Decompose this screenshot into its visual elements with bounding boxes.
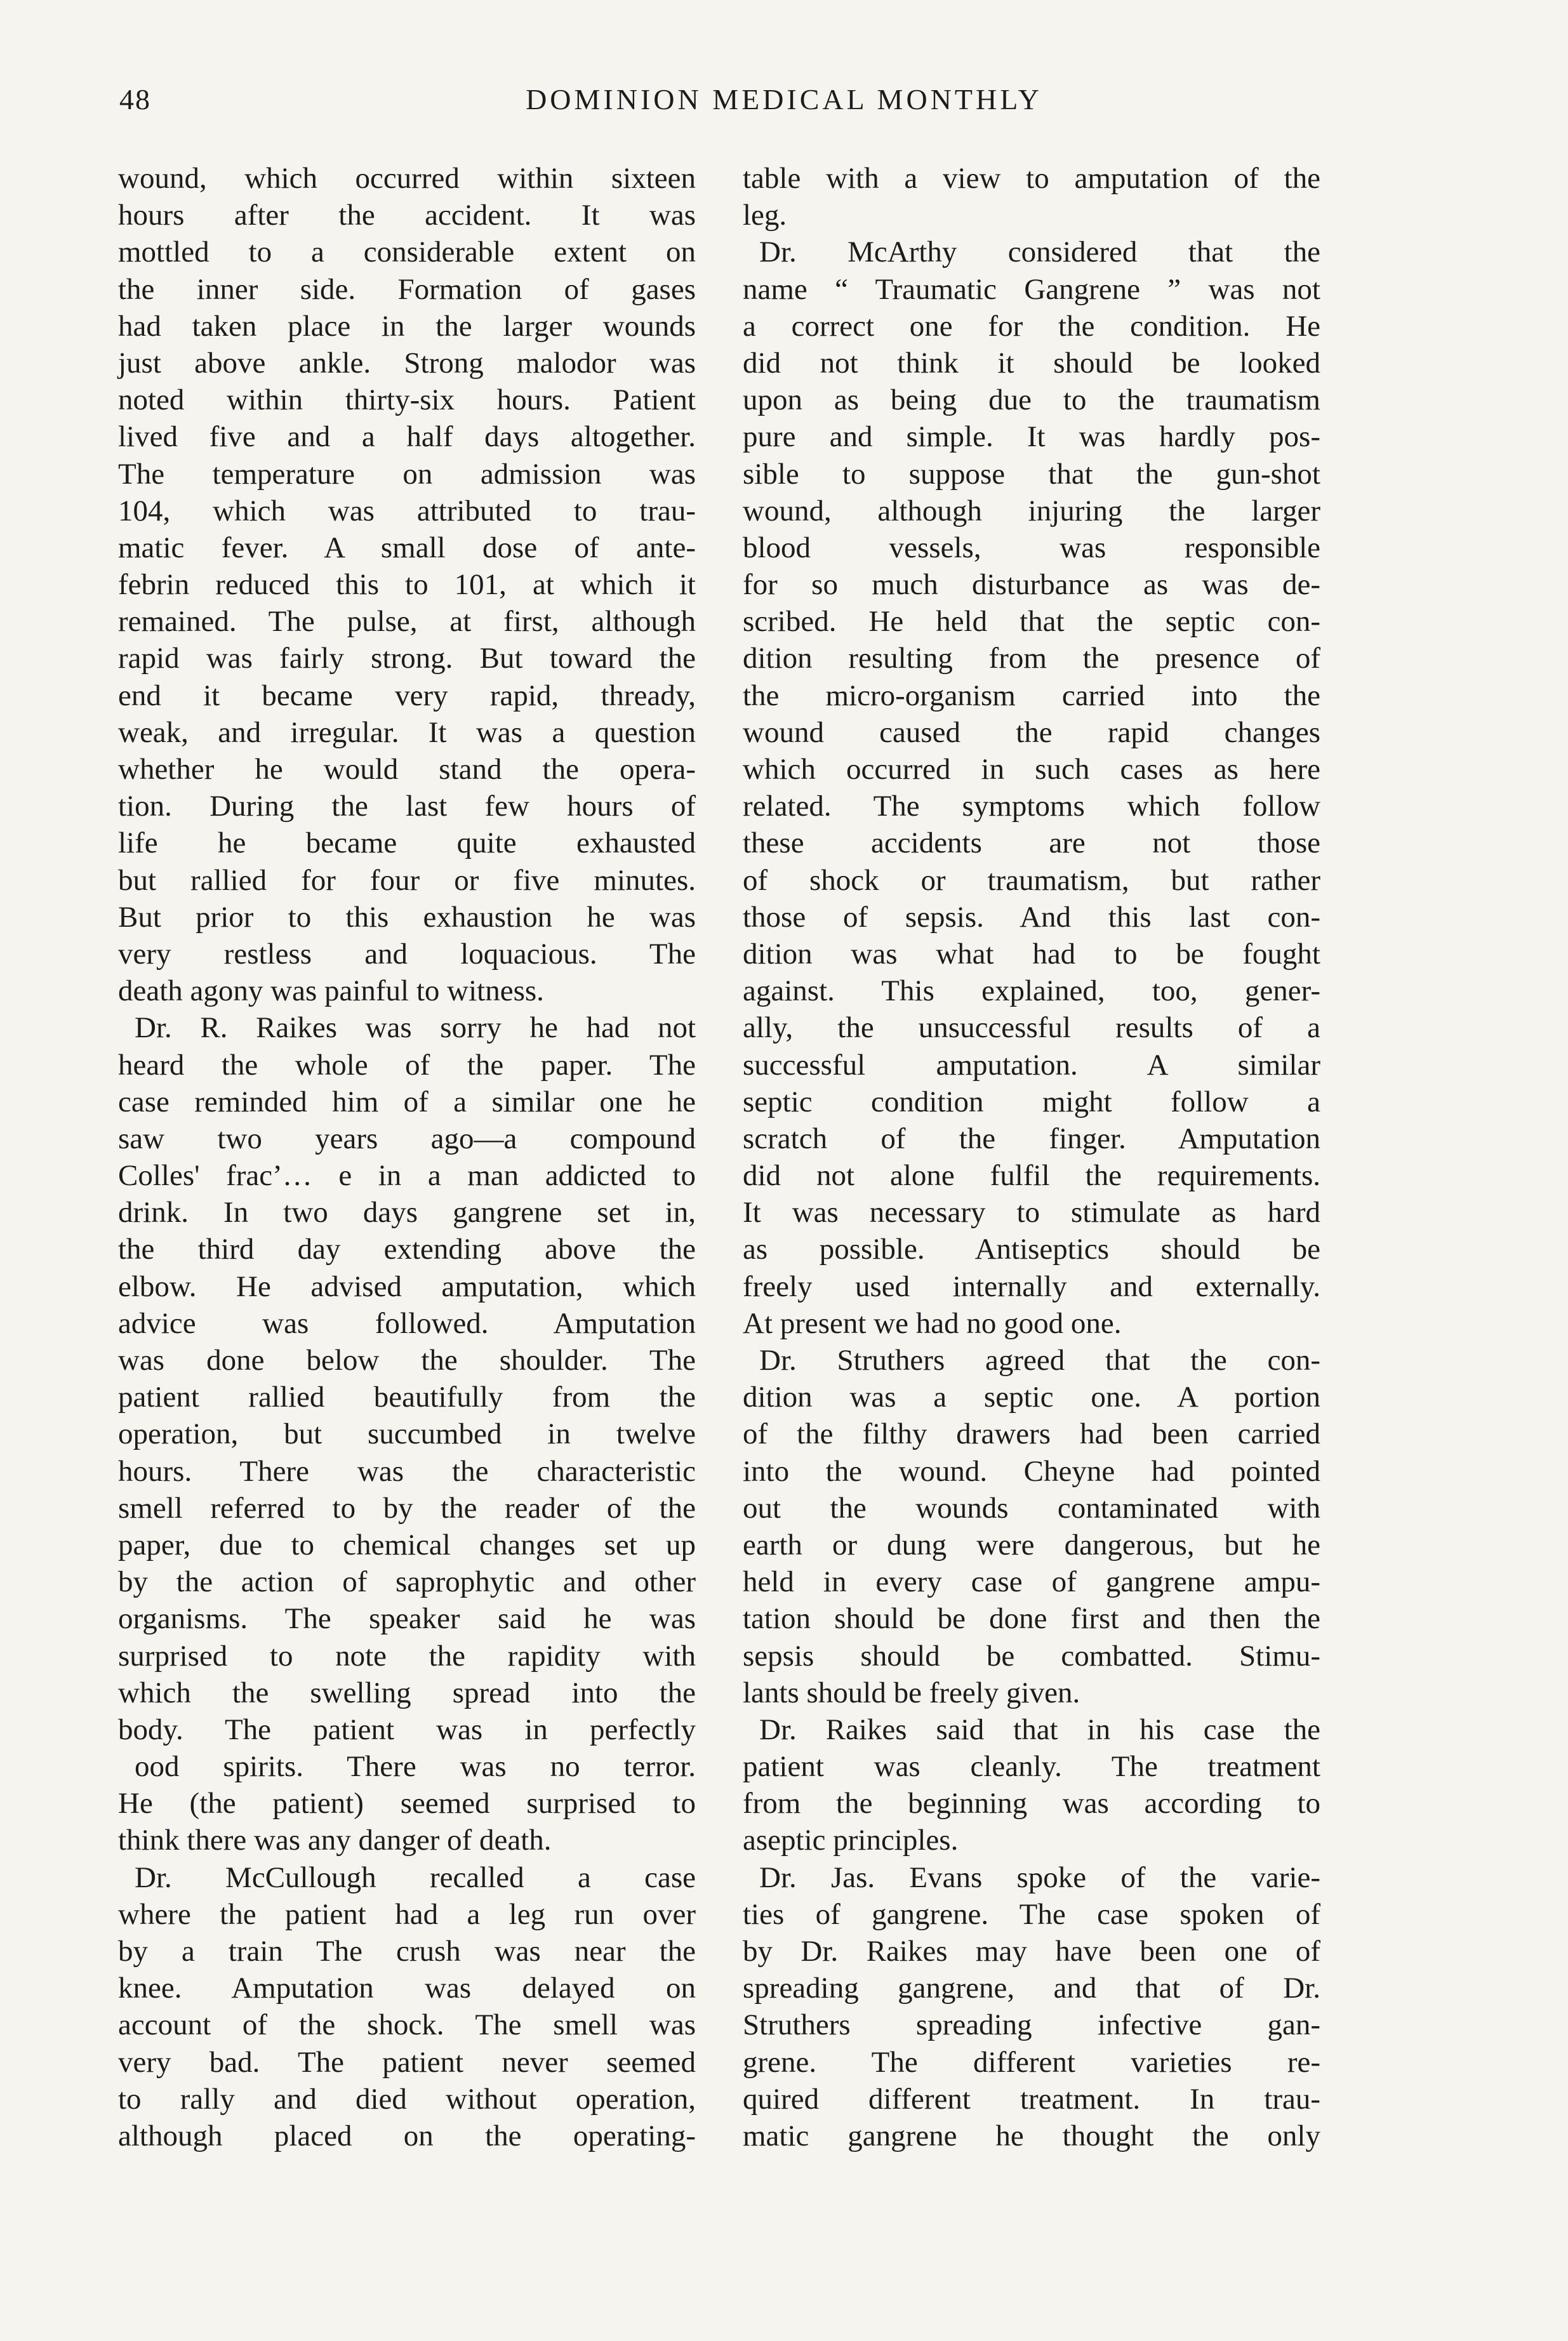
text-line: very restless and loquacious. The bbox=[118, 937, 696, 971]
text-line: operation, but succumbed in twelve bbox=[118, 1417, 696, 1451]
text-line: febrin reduced this to 101, at which it bbox=[118, 568, 696, 602]
text-line: just above ankle. Strong malodor was bbox=[118, 346, 696, 380]
text-line: did not think it should be looked bbox=[743, 346, 1320, 380]
text-line: lants should be freely given. bbox=[743, 1676, 1080, 1709]
text-line: a correct one for the condition. He bbox=[743, 309, 1320, 343]
text-line: ties of gangrene. The case spoken of bbox=[743, 1897, 1320, 1931]
text-line: of the filthy drawers had been carried bbox=[743, 1417, 1320, 1451]
text-line: blood vessels, was responsible bbox=[743, 531, 1320, 564]
text-line: lived five and a half days altogether. bbox=[118, 420, 696, 454]
text-line: Struthers spreading infective gan- bbox=[743, 2008, 1320, 2042]
text-line: whether he would stand the opera- bbox=[118, 753, 696, 786]
text-line: the micro-organism carried into the bbox=[743, 679, 1320, 712]
text-line: mottled to a considerable extent on bbox=[118, 235, 696, 269]
text-line: matic gangrene he thought the only bbox=[743, 2119, 1320, 2152]
text-line: freely used internally and externally. bbox=[743, 1270, 1320, 1303]
text-line: Dr. McCullough recalled a case bbox=[135, 1860, 696, 1894]
text-line: spreading gangrene, and that of Dr. bbox=[743, 1972, 1320, 2005]
text-line: paper, due to chemical changes set up bbox=[118, 1528, 696, 1562]
text-line: against. This explained, too, gener- bbox=[743, 974, 1320, 1008]
text-line: tation should be done first and then the bbox=[743, 1602, 1320, 1636]
text-line: But prior to this exhaustion he was bbox=[118, 900, 696, 934]
text-line: death agony was painful to witness. bbox=[118, 974, 544, 1008]
text-line: weak, and irregular. It was a question bbox=[118, 715, 696, 749]
left-column bbox=[118, 160, 696, 2154]
text-line: by Dr. Raikes may have been one of bbox=[743, 1935, 1320, 1968]
text-line: organisms. The speaker said he was bbox=[118, 1602, 696, 1636]
text-line: account of the shock. The smell was bbox=[118, 2008, 696, 2042]
text-line: heard the whole of the paper. The bbox=[118, 1048, 696, 1082]
text-line: quired different treatment. In trau- bbox=[743, 2082, 1320, 2116]
text-line: the inner side. Formation of gases bbox=[118, 272, 696, 306]
text-line: rapid was fairly strong. But toward the bbox=[118, 642, 696, 675]
text-line: although placed on the operating- bbox=[118, 2119, 696, 2152]
text-line: drink. In two days gangrene set in, bbox=[118, 1196, 696, 1230]
text-line: successful amputation. A similar bbox=[743, 1048, 1320, 1082]
text-line: hours after the accident. It was bbox=[118, 199, 696, 232]
text-line: It was necessary to stimulate as hard bbox=[743, 1196, 1320, 1230]
text-line: Dr. Raikes said that in his case the bbox=[759, 1713, 1320, 1746]
text-line: very bad. The patient never seemed bbox=[118, 2045, 696, 2079]
text-line: scratch of the finger. Amputation bbox=[743, 1122, 1320, 1155]
text-line: knee. Amputation was delayed on bbox=[118, 1972, 696, 2005]
text-line: which occurred in such cases as here bbox=[743, 753, 1320, 786]
right-column bbox=[743, 160, 1320, 2154]
text-line: dition was a septic one. A portion bbox=[743, 1381, 1320, 1414]
text-line: dition was what had to be fought bbox=[743, 937, 1320, 971]
text-line: these accidents are not those bbox=[743, 826, 1320, 860]
text-line: did not alone fulfil the requirements. bbox=[743, 1159, 1320, 1193]
text-line: where the patient had a leg run over bbox=[118, 1897, 696, 1931]
running-head: DOMINION MEDICAL MONTHLY bbox=[526, 83, 1042, 116]
text-line: think there was any danger of death. bbox=[118, 1824, 552, 1857]
text-line: name “ Traumatic Gangrene ” was not bbox=[743, 272, 1320, 306]
text-line: scribed. He held that the septic con- bbox=[743, 605, 1320, 639]
text-line: ally, the unsuccessful results of a bbox=[743, 1011, 1320, 1045]
text-line: ood spirits. There was no terror. bbox=[135, 1750, 696, 1784]
text-line: Dr. Struthers agreed that the con- bbox=[759, 1344, 1320, 1377]
text-line: noted within thirty-six hours. Patient bbox=[118, 383, 696, 417]
text-line: Dr. R. Raikes was sorry he had not bbox=[135, 1011, 696, 1045]
text-line: by a train The crush was near the bbox=[118, 1935, 696, 1968]
text-line: sepsis should be combatted. Stimu- bbox=[743, 1639, 1320, 1673]
text-line: matic fever. A small dose of ante- bbox=[118, 531, 696, 564]
text-line: which the swelling spread into the bbox=[118, 1676, 696, 1709]
page-header bbox=[0, 83, 1568, 133]
text-line: held in every case of gangrene ampu- bbox=[743, 1565, 1320, 1599]
text-line: table with a view to amputation of the bbox=[743, 162, 1320, 195]
text-line: into the wound. Cheyne had pointed bbox=[743, 1454, 1320, 1488]
text-line: had taken place in the larger wounds bbox=[118, 309, 696, 343]
text-line: aseptic principles. bbox=[743, 1824, 959, 1857]
text-line: but rallied for four or five minutes. bbox=[118, 863, 696, 897]
text-line: was done below the shoulder. The bbox=[118, 1344, 696, 1377]
text-line: grene. The different varieties re- bbox=[743, 2045, 1320, 2079]
text-line: Dr. McArthy considered that the bbox=[759, 235, 1320, 269]
text-line: smell referred to by the reader of the bbox=[118, 1491, 696, 1525]
text-line: from the beginning was according to bbox=[743, 1787, 1320, 1820]
text-line: tion. During the last few hours of bbox=[118, 790, 696, 823]
text-line: At present we had no good one. bbox=[743, 1306, 1122, 1340]
text-line: Colles' frac’… e in a man addicted to bbox=[118, 1159, 696, 1193]
text-line: upon as being due to the traumatism bbox=[743, 383, 1320, 417]
text-line: wound, although injuring the larger bbox=[743, 494, 1320, 527]
text-line: the third day extending above the bbox=[118, 1233, 696, 1266]
text-line: of shock or traumatism, but rather bbox=[743, 863, 1320, 897]
text-line: hours. There was the characteristic bbox=[118, 1454, 696, 1488]
text-line: surprised to note the rapidity with bbox=[118, 1639, 696, 1673]
text-line: wound caused the rapid changes bbox=[743, 715, 1320, 749]
text-line: out the wounds contaminated with bbox=[743, 1491, 1320, 1525]
text-line: elbow. He advised amputation, which bbox=[118, 1270, 696, 1303]
text-line: to rally and died without operation, bbox=[118, 2082, 696, 2116]
text-line: related. The symptoms which follow bbox=[743, 790, 1320, 823]
text-line: Dr. Jas. Evans spoke of the varie- bbox=[759, 1860, 1320, 1894]
text-line: end it became very rapid, thready, bbox=[118, 679, 696, 712]
text-line: patient was cleanly. The treatment bbox=[743, 1750, 1320, 1784]
text-line: those of sepsis. And this last con- bbox=[743, 900, 1320, 934]
text-line: 104, which was attributed to trau- bbox=[118, 494, 696, 527]
text-line: case reminded him of a similar one he bbox=[118, 1085, 696, 1118]
text-line: for so much disturbance as was de- bbox=[743, 568, 1320, 602]
text-line: sible to suppose that the gun-shot bbox=[743, 457, 1320, 491]
text-line: saw two years ago—a compound bbox=[118, 1122, 696, 1155]
text-line: septic condition might follow a bbox=[743, 1085, 1320, 1118]
text-line: life he became quite exhausted bbox=[118, 826, 696, 860]
text-line: pure and simple. It was hardly pos- bbox=[743, 420, 1320, 454]
text-line: The temperature on admission was bbox=[118, 457, 696, 491]
text-line: patient rallied beautifully from the bbox=[118, 1381, 696, 1414]
page-number: 48 bbox=[119, 83, 151, 116]
text-line: wound, which occurred within sixteen bbox=[118, 162, 696, 195]
text-line: by the action of saprophytic and other bbox=[118, 1565, 696, 1599]
text-line: dition resulting from the presence of bbox=[743, 642, 1320, 675]
text-line: as possible. Antiseptics should be bbox=[743, 1233, 1320, 1266]
text-line: He (the patient) seemed surprised to bbox=[118, 1787, 696, 1820]
text-line: remained. The pulse, at first, although bbox=[118, 605, 696, 639]
text-line: body. The patient was in perfectly bbox=[118, 1713, 696, 1746]
text-line: leg. bbox=[743, 199, 787, 232]
text-line: earth or dung were dangerous, but he bbox=[743, 1528, 1320, 1562]
text-line: advice was followed. Amputation bbox=[118, 1306, 696, 1340]
